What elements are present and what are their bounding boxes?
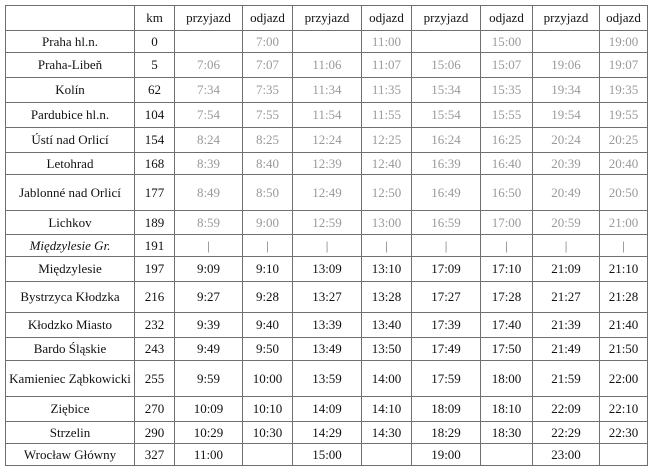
header-km: km <box>135 6 175 31</box>
table-row <box>6 128 648 153</box>
arrival-time-cell: 19:00 <box>412 444 481 466</box>
station-name-cell: Strzelin <box>6 422 135 444</box>
header-departure: odjazd <box>243 6 293 31</box>
arrival-time-cell: | <box>412 235 481 257</box>
departure-time-cell: 17:50 <box>481 338 533 361</box>
km-cell: 290 <box>135 422 175 444</box>
station-name-cell: Bystrzyca Kłodzka <box>6 282 135 313</box>
departure-time-cell: 13:10 <box>362 257 412 282</box>
departure-time-cell: 10:00 <box>243 361 293 397</box>
timetable-container <box>5 5 648 466</box>
station-name-cell: Kłodzko Miasto <box>6 313 135 338</box>
arrival-time-cell: 9:27 <box>175 282 243 313</box>
departure-time-cell: 15:07 <box>481 53 533 78</box>
departure-time-cell: 8:40 <box>243 153 293 175</box>
table-row <box>6 153 648 175</box>
header-arrival: przyjazd <box>293 6 362 31</box>
km-cell: 104 <box>135 103 175 128</box>
header-departure: odjazd <box>481 6 533 31</box>
departure-time-cell: 11:35 <box>362 78 412 103</box>
arrival-time-cell: 21:09 <box>533 257 600 282</box>
table-row <box>6 103 648 128</box>
km-cell: 270 <box>135 397 175 422</box>
departure-time-cell: 21:00 <box>600 211 648 235</box>
table-row <box>6 211 648 235</box>
arrival-time-cell: 23:00 <box>533 444 600 466</box>
arrival-time-cell: 13:09 <box>293 257 362 282</box>
departure-time-cell: 9:00 <box>243 211 293 235</box>
station-name-cell: Międzylesie Gr. <box>6 235 135 257</box>
departure-time-cell: 22:30 <box>600 422 648 444</box>
departure-time-cell: 7:00 <box>243 31 293 53</box>
departure-time-cell: 7:55 <box>243 103 293 128</box>
departure-time-cell: 10:10 <box>243 397 293 422</box>
station-name-cell: Bardo Śląskie <box>6 338 135 361</box>
departure-time-cell: 13:50 <box>362 338 412 361</box>
arrival-time-cell: 9:09 <box>175 257 243 282</box>
arrival-time-cell: 15:34 <box>412 78 481 103</box>
arrival-time-cell: 11:54 <box>293 103 362 128</box>
departure-time-cell: 9:40 <box>243 313 293 338</box>
table-row <box>6 397 648 422</box>
km-cell: 216 <box>135 282 175 313</box>
arrival-time-cell: 9:39 <box>175 313 243 338</box>
km-cell: 154 <box>135 128 175 153</box>
table-row <box>6 444 648 466</box>
departure-time-cell: 12:25 <box>362 128 412 153</box>
header-arrival: przyjazd <box>175 6 243 31</box>
table-row <box>6 78 648 103</box>
arrival-time-cell: 7:54 <box>175 103 243 128</box>
departure-time-cell: 12:40 <box>362 153 412 175</box>
arrival-time-cell: 21:39 <box>533 313 600 338</box>
arrival-time-cell: 16:24 <box>412 128 481 153</box>
arrival-time-cell: 20:39 <box>533 153 600 175</box>
arrival-time-cell <box>412 31 481 53</box>
header-departure: odjazd <box>600 6 648 31</box>
departure-time-cell: 9:50 <box>243 338 293 361</box>
arrival-time-cell: 13:27 <box>293 282 362 313</box>
arrival-time-cell: 12:39 <box>293 153 362 175</box>
departure-time-cell: 18:30 <box>481 422 533 444</box>
arrival-time-cell: 16:59 <box>412 211 481 235</box>
departure-time-cell: 13:40 <box>362 313 412 338</box>
departure-time-cell: 15:55 <box>481 103 533 128</box>
arrival-time-cell: 13:59 <box>293 361 362 397</box>
arrival-time-cell: 13:49 <box>293 338 362 361</box>
departure-time-cell: 16:50 <box>481 175 533 211</box>
arrival-time-cell: 20:24 <box>533 128 600 153</box>
departure-time-cell: 13:28 <box>362 282 412 313</box>
arrival-time-cell: 8:49 <box>175 175 243 211</box>
arrival-time-cell: 10:09 <box>175 397 243 422</box>
km-cell: 197 <box>135 257 175 282</box>
timetable-body <box>6 31 648 466</box>
departure-time-cell: | <box>362 235 412 257</box>
departure-time-cell: | <box>600 235 648 257</box>
arrival-time-cell: 17:59 <box>412 361 481 397</box>
table-row <box>6 175 648 211</box>
departure-time-cell: 19:35 <box>600 78 648 103</box>
table-row <box>6 31 648 53</box>
departure-time-cell: 11:00 <box>362 31 412 53</box>
arrival-time-cell: 22:09 <box>533 397 600 422</box>
departure-time-cell: 20:40 <box>600 153 648 175</box>
departure-time-cell: 19:00 <box>600 31 648 53</box>
arrival-time-cell: 17:49 <box>412 338 481 361</box>
header-arrival: przyjazd <box>533 6 600 31</box>
departure-time-cell: 15:35 <box>481 78 533 103</box>
table-row <box>6 282 648 313</box>
departure-time-cell: 16:40 <box>481 153 533 175</box>
arrival-time-cell: 11:34 <box>293 78 362 103</box>
arrival-time-cell: 15:06 <box>412 53 481 78</box>
arrival-time-cell: 20:49 <box>533 175 600 211</box>
table-row <box>6 235 648 257</box>
table-row <box>6 422 648 444</box>
departure-time-cell: 17:40 <box>481 313 533 338</box>
header-station <box>6 6 135 31</box>
departure-time-cell: 18:00 <box>481 361 533 397</box>
arrival-time-cell: 9:49 <box>175 338 243 361</box>
station-name-cell: Wrocław Główny <box>6 444 135 466</box>
departure-time-cell: 19:07 <box>600 53 648 78</box>
station-name-cell: Letohrad <box>6 153 135 175</box>
departure-time-cell: 21:50 <box>600 338 648 361</box>
arrival-time-cell: 8:39 <box>175 153 243 175</box>
departure-time-cell: 21:40 <box>600 313 648 338</box>
arrival-time-cell: | <box>175 235 243 257</box>
arrival-time-cell: 8:59 <box>175 211 243 235</box>
departure-time-cell <box>600 444 648 466</box>
departure-time-cell: 19:55 <box>600 103 648 128</box>
arrival-time-cell: 17:39 <box>412 313 481 338</box>
arrival-time-cell: 11:00 <box>175 444 243 466</box>
arrival-time-cell: 14:09 <box>293 397 362 422</box>
departure-time-cell: 21:10 <box>600 257 648 282</box>
arrival-time-cell: | <box>533 235 600 257</box>
departure-time-cell: 22:00 <box>600 361 648 397</box>
departure-time-cell: 8:50 <box>243 175 293 211</box>
km-cell: 232 <box>135 313 175 338</box>
arrival-time-cell: 12:49 <box>293 175 362 211</box>
station-name-cell: Ziębice <box>6 397 135 422</box>
station-name-cell: Pardubice hl.n. <box>6 103 135 128</box>
station-name-cell: Jablonné nad Orlicí <box>6 175 135 211</box>
arrival-time-cell: 21:27 <box>533 282 600 313</box>
table-row <box>6 338 648 361</box>
km-cell: 62 <box>135 78 175 103</box>
departure-time-cell: 20:25 <box>600 128 648 153</box>
station-name-cell: Lichkov <box>6 211 135 235</box>
arrival-time-cell: 12:24 <box>293 128 362 153</box>
km-cell: 189 <box>135 211 175 235</box>
departure-time-cell: 17:00 <box>481 211 533 235</box>
arrival-time-cell: 7:06 <box>175 53 243 78</box>
departure-time-cell: 14:10 <box>362 397 412 422</box>
header-departure: odjazd <box>362 6 412 31</box>
station-name-cell: Praha hl.n. <box>6 31 135 53</box>
table-row <box>6 361 648 397</box>
arrival-time-cell: | <box>293 235 362 257</box>
departure-time-cell: 15:00 <box>481 31 533 53</box>
km-cell: 0 <box>135 31 175 53</box>
station-name-cell: Kolín <box>6 78 135 103</box>
arrival-time-cell: 7:34 <box>175 78 243 103</box>
header-arrival: przyjazd <box>412 6 481 31</box>
arrival-time-cell: 15:54 <box>412 103 481 128</box>
departure-time-cell: 18:10 <box>481 397 533 422</box>
departure-time-cell: 7:07 <box>243 53 293 78</box>
departure-time-cell: 9:28 <box>243 282 293 313</box>
arrival-time-cell <box>533 31 600 53</box>
arrival-time-cell: 19:34 <box>533 78 600 103</box>
header-row <box>6 6 648 31</box>
arrival-time-cell: 13:39 <box>293 313 362 338</box>
departure-time-cell: 14:00 <box>362 361 412 397</box>
arrival-time-cell: 16:49 <box>412 175 481 211</box>
arrival-time-cell: 19:54 <box>533 103 600 128</box>
departure-time-cell: 10:30 <box>243 422 293 444</box>
arrival-time-cell: 12:59 <box>293 211 362 235</box>
km-cell: 168 <box>135 153 175 175</box>
arrival-time-cell: 21:59 <box>533 361 600 397</box>
station-name-cell: Międzylesie <box>6 257 135 282</box>
departure-time-cell: 7:35 <box>243 78 293 103</box>
arrival-time-cell: 16:39 <box>412 153 481 175</box>
departure-time-cell: | <box>243 235 293 257</box>
departure-time-cell: 17:28 <box>481 282 533 313</box>
km-cell: 5 <box>135 53 175 78</box>
timetable <box>5 5 648 466</box>
station-name-cell: Praha-Libeň <box>6 53 135 78</box>
departure-time-cell <box>243 444 293 466</box>
arrival-time-cell: 22:29 <box>533 422 600 444</box>
departure-time-cell: 16:25 <box>481 128 533 153</box>
arrival-time-cell: 21:49 <box>533 338 600 361</box>
departure-time-cell: 14:30 <box>362 422 412 444</box>
arrival-time-cell: 10:29 <box>175 422 243 444</box>
table-row <box>6 313 648 338</box>
departure-time-cell: 20:50 <box>600 175 648 211</box>
arrival-time-cell: 11:06 <box>293 53 362 78</box>
arrival-time-cell: 15:00 <box>293 444 362 466</box>
departure-time-cell: 9:10 <box>243 257 293 282</box>
departure-time-cell: 8:25 <box>243 128 293 153</box>
arrival-time-cell: 14:29 <box>293 422 362 444</box>
arrival-time-cell: 17:27 <box>412 282 481 313</box>
departure-time-cell <box>481 444 533 466</box>
table-row <box>6 257 648 282</box>
arrival-time-cell: 17:09 <box>412 257 481 282</box>
departure-time-cell: 17:10 <box>481 257 533 282</box>
departure-time-cell: 21:28 <box>600 282 648 313</box>
departure-time-cell: 22:10 <box>600 397 648 422</box>
arrival-time-cell: 9:59 <box>175 361 243 397</box>
km-cell: 191 <box>135 235 175 257</box>
arrival-time-cell: 18:29 <box>412 422 481 444</box>
arrival-time-cell: 19:06 <box>533 53 600 78</box>
arrival-time-cell: 20:59 <box>533 211 600 235</box>
departure-time-cell: 12:50 <box>362 175 412 211</box>
km-cell: 243 <box>135 338 175 361</box>
arrival-time-cell: 18:09 <box>412 397 481 422</box>
departure-time-cell: | <box>481 235 533 257</box>
arrival-time-cell <box>293 31 362 53</box>
departure-time-cell <box>362 444 412 466</box>
station-name-cell: Ústí nad Orlicí <box>6 128 135 153</box>
departure-time-cell: 11:55 <box>362 103 412 128</box>
departure-time-cell: 11:07 <box>362 53 412 78</box>
arrival-time-cell: 8:24 <box>175 128 243 153</box>
station-name-cell: Kamieniec Ząbkowicki <box>6 361 135 397</box>
table-row <box>6 53 648 78</box>
arrival-time-cell <box>175 31 243 53</box>
km-cell: 255 <box>135 361 175 397</box>
km-cell: 327 <box>135 444 175 466</box>
km-cell: 177 <box>135 175 175 211</box>
departure-time-cell: 13:00 <box>362 211 412 235</box>
